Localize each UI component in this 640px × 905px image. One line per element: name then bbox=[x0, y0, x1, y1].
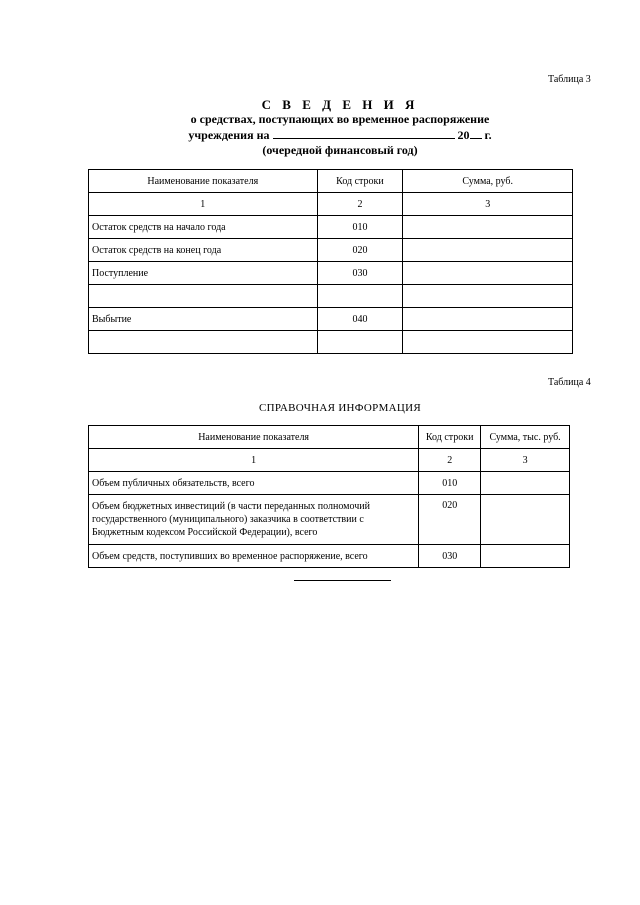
row-sum bbox=[481, 495, 570, 545]
row-code: 010 bbox=[317, 216, 403, 239]
row-name: Объем публичных обязательств, всего bbox=[89, 472, 419, 495]
table-row bbox=[89, 262, 573, 285]
row-code bbox=[317, 285, 403, 308]
row-name: Поступление bbox=[89, 262, 318, 285]
table-row bbox=[89, 495, 570, 545]
row-sum bbox=[403, 308, 573, 331]
table-row bbox=[89, 545, 570, 568]
row-sum bbox=[403, 285, 573, 308]
reference-title: СПРАВОЧНАЯ ИНФОРМАЦИЯ bbox=[258, 402, 422, 414]
table-3-number-row bbox=[89, 193, 573, 216]
table-4-header-row bbox=[89, 426, 570, 449]
table-4-number-row bbox=[89, 449, 570, 472]
year-blank bbox=[470, 127, 482, 139]
table-row bbox=[89, 331, 573, 354]
row-code bbox=[317, 331, 403, 354]
row-sum bbox=[403, 262, 573, 285]
table-3 bbox=[88, 169, 573, 354]
table-4-header-name: Наименование показателя bbox=[89, 426, 419, 449]
title-year-suffix: г. bbox=[484, 128, 492, 142]
title-subject: о средствах, поступающих во временное распоряжение bbox=[190, 112, 490, 126]
row-sum bbox=[403, 331, 573, 354]
row-code: 020 bbox=[317, 239, 403, 262]
table-4 bbox=[88, 425, 570, 568]
title-period-note: (очередной финансовый год) bbox=[262, 143, 418, 157]
table-3-col-number: 3 bbox=[403, 193, 573, 216]
table-4-col-number: 2 bbox=[419, 449, 481, 472]
row-name: Объем бюджетных инвестиций (в части переданных полномочий государственного (муниципального) заказчика в соответствии с Бюджетным кодексом Российской Федерации), всего bbox=[89, 495, 419, 545]
row-name bbox=[89, 285, 318, 308]
table-3-header-sum: Сумма, руб. bbox=[403, 170, 573, 193]
row-name bbox=[89, 331, 318, 354]
row-code: 010 bbox=[419, 472, 481, 495]
table-3-label: Таблица 3 bbox=[548, 74, 591, 85]
institution-blank bbox=[273, 127, 455, 139]
row-name: Остаток средств на начало года bbox=[89, 216, 318, 239]
row-code: 030 bbox=[317, 262, 403, 285]
row-code: 020 bbox=[419, 495, 481, 545]
footer-divider bbox=[294, 580, 391, 581]
table-4-header-code: Код строки bbox=[419, 426, 481, 449]
row-code: 030 bbox=[419, 545, 481, 568]
row-sum bbox=[403, 216, 573, 239]
title-year-prefix: 20 bbox=[457, 128, 470, 142]
title-heading: С В Е Д Е Н И Я bbox=[261, 97, 419, 112]
document-title bbox=[90, 97, 590, 158]
table-3-col-number: 1 bbox=[89, 193, 318, 216]
table-3-col-number: 2 bbox=[317, 193, 403, 216]
row-name: Выбытие bbox=[89, 308, 318, 331]
row-sum bbox=[403, 239, 573, 262]
row-name: Остаток средств на конец года bbox=[89, 239, 318, 262]
row-name: Объем средств, поступивших во временное распоряжение, всего bbox=[89, 545, 419, 568]
table-row bbox=[89, 472, 570, 495]
table-row bbox=[89, 285, 573, 308]
table-3-header-name: Наименование показателя bbox=[89, 170, 318, 193]
title-period-line bbox=[90, 127, 590, 143]
table-row bbox=[89, 216, 573, 239]
table-4-col-number: 1 bbox=[89, 449, 419, 472]
table-3-header-row bbox=[89, 170, 573, 193]
row-sum bbox=[481, 472, 570, 495]
table-4-header-sum: Сумма, тыс. руб. bbox=[481, 426, 570, 449]
table-3-header-code: Код строки bbox=[317, 170, 403, 193]
row-code: 040 bbox=[317, 308, 403, 331]
title-period-prefix: учреждения на bbox=[188, 128, 270, 142]
row-sum bbox=[481, 545, 570, 568]
table-4-col-number: 3 bbox=[481, 449, 570, 472]
table-row bbox=[89, 239, 573, 262]
table-4-label: Таблица 4 bbox=[548, 377, 591, 388]
table-row bbox=[89, 308, 573, 331]
